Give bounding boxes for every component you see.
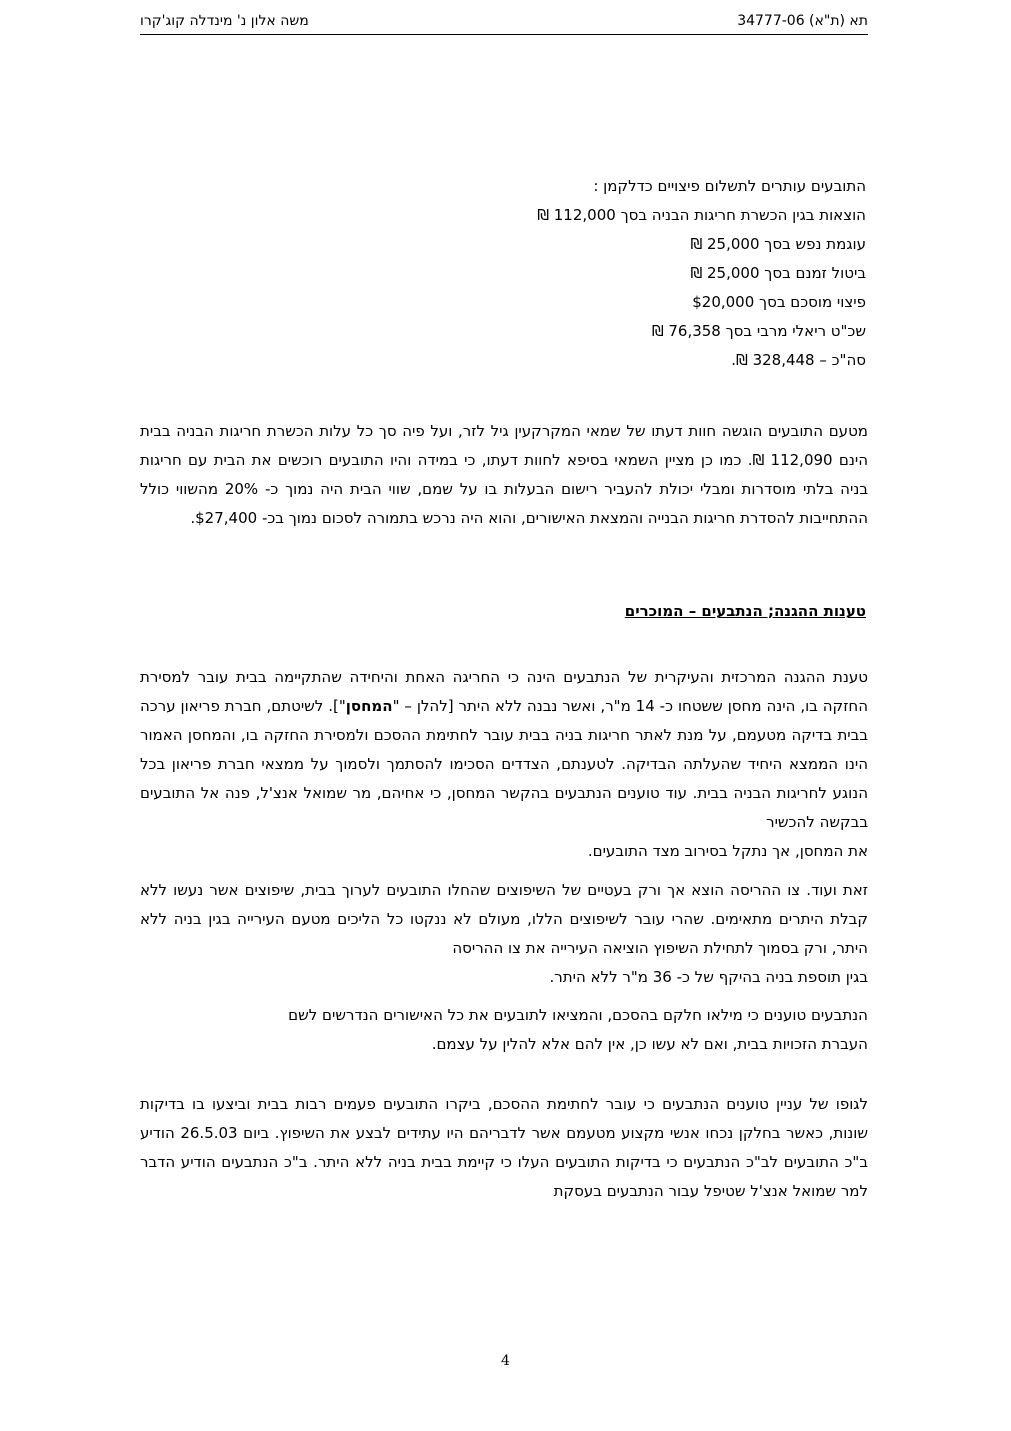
defense-p3-last-line: העברת הזכויות בבית, ואם לא עשו כן, אין להם אלא להלין על עצמם. [431,1035,868,1053]
defense-paragraph-4: לגופו של עניין טוענים הנתבעים כי עובר לחתימת ההסכם, ביקרו התובעים פעמים רבות בבית וביצעו בו בדיקות שונות, כאשר בחלקן נכחו אנשי מקצוע מטעמם אשר לדבריהם היו עתידים לבצע את השיפוץ. ביום 26.5.03 הודיע ב"כ התובעים לב"כ הנתבעים כי בדיקות התובעים העלו כי קיימת בבית בניה ללא היתר. ב"כ הנתבעים הודיע הדבר למר שמואל אנצ'ל שטיפל עבור הנתבעים בעסקת [140,1095,868,1200]
defense-p1-defined-term: המחסן [345,697,393,715]
page-number: 4 [501,1353,510,1369]
defense-paragraph-2 [140,876,868,992]
defense-p1-text-b: "]. לשיטתם, חברת פריאון ערכה בבית בדיקה מטעמם, על מנת לאתר חריגות בניה בבית עובר לחתימת ההסכם ולמסירת החזקה בו, והמחסן האמור הינו הממצא היחיד שהעלתה הבדיקה. לטענתם, הצדדים הסכימו להסתמך ולסמוך על ממצאי חברת פריאון בכל הנוגע לחריגות הבניה בבית. עוד טוענים הנתבעים בהקשר המחסן, כי אחיהם, מר שמואל אנצ'ל, פנה אל התובעים בבקשה להכשיר [140,697,868,831]
claim-item: ביטול זמנם בסך 25,000 ₪ [690,264,866,282]
page-header [140,8,868,35]
claim-item: פיצוי מוסכם בסך $20,000 [692,293,866,311]
claims-intro: התובעים עותרים לתשלום פיצויים כדלקמן : [593,177,866,195]
defense-p1-text-a: טענת ההגנה המרכזית והעיקרית של הנתבעים הינה כי החריגה האחת והיחידה שהתקיימה בבית עובר למסירת החזקה בו, הינה מחסן ששטחו כ- 14 מ"ר, ואשר נבנה ללא היתר [להלן – " [140,668,868,715]
defense-paragraph-1 [140,663,868,866]
claims-list [537,172,866,375]
defense-p2-text: זאת ועוד. צו ההריסה הוצא אך ורק בעטיים של השיפוצים שהחלו התובעים לערוך בבית, שיפוצים אשר נעשו ללא קבלת היתרים מתאימים. שהרי עובר לשיפוצים הללו, מעולם לא ננקטו כל הליכים מטעם העירייה בגין בניה ללא היתר, ורק בסמוך לתחילת השיפוץ הוציאה העירייה את צו ההריסה [140,881,868,957]
section-heading: טענות ההגנה; הנתבעים – המוכרים [624,602,866,620]
claims-total: סה"כ – 328,448 ₪. [731,351,866,369]
claim-item: עוגמת נפש בסך 25,000 ₪ [690,235,866,253]
defense-p2-last-line: בגין תוספת בניה בהיקף של כ- 36 מ"ר ללא היתר. [549,968,868,986]
case-parties: משה אלון נ' מינדלה קוג'קרו [140,13,309,29]
defense-p3-text: הנתבעים טוענים כי מילאו חלקם בהסכם, והמציאו לתובעים את כל האישורים הנדרשים לשם [288,1006,868,1024]
claim-item: הוצאות בגין הכשרת חריגות הבניה בסך 112,000 ₪ [537,206,866,224]
defense-p1-last-line: את המחסן, אך נתקל בסירוב מצד התובעים. [587,842,868,860]
case-number: תא (ת"א) 34777-06 [737,13,868,29]
defense-paragraph-3 [140,1001,868,1059]
expert-opinion-paragraph: מטעם התובעים הוגשה חוות דעתו של שמאי המקרקעין גיל לזר, ועל פיה סך כל עלות הכשרת חריגות הבניה בבית הינם 112,090 ₪. כמו כן מציין השמאי בסיפא לחוות דעתו, כי במידה והיו התובעים רוכשים את הבית עם חריגות בניה בלתי מוסדרות ומבלי יכולת להעביר רישום הבעלות בו על שמם, שווי הבית היה נמוך כ- 20% מהשווי כולל ההתחייבות להסדרת חריגות הבנייה והמצאת האישורים, והוא היה נרכש בתמורה לסכום נמוך בכ- $27,400. [140,422,869,527]
claim-item: שכ"ט ריאלי מרבי בסך 76,358 ₪ [651,322,866,340]
